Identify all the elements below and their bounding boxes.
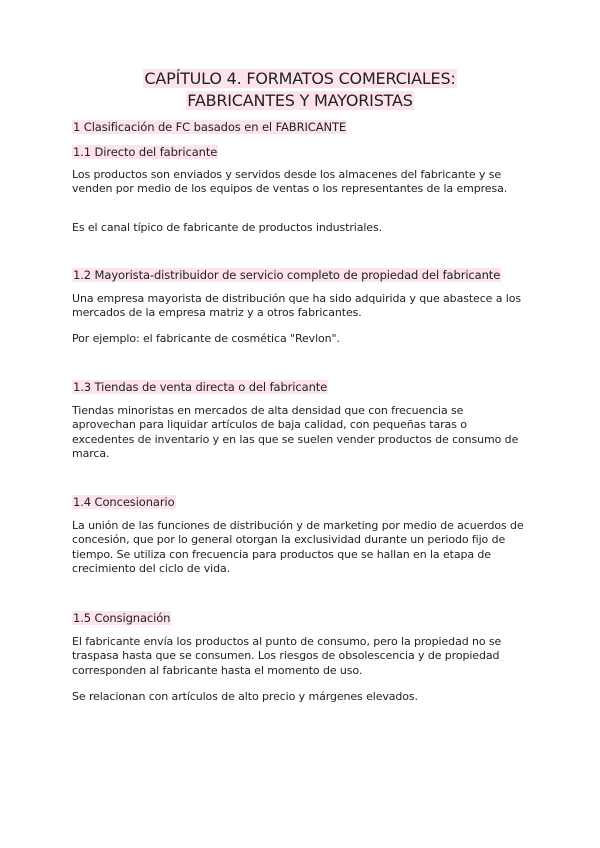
subsection-heading-1-3: 1.3 Tiendas de venta directa o del fabricante [73, 380, 328, 394]
subsection-heading-1-5: 1.5 Consignación [73, 611, 171, 625]
subsection-heading-1-1: 1.1 Directo del fabricante [73, 145, 218, 159]
paragraph-1-1-b: Es el canal típico de fabricante de productos industriales. [72, 221, 383, 234]
subsection-heading-1-2: 1.2 Mayorista-distribuidor de servicio completo de propiedad del fabricante [73, 268, 501, 282]
paragraph-1-3: Tiendas minoristas en mercados de alta densidad que con frecuencia se aprovechan para liquidar artículos de baja calidad, con pequeñas taras o excedentes de inventario y en las que se suelen vender productos de consumo de marca. [72, 404, 519, 461]
title-line-1: CAPÍTULO 4. FORMATOS COMERCIALES: [144, 69, 456, 88]
paragraph-1-5-a: El fabricante envía los productos al punto de consumo, pero la propiedad no se traspasa hasta que se consumen. Los riesgos de obsolescencia y de propiedad corresponden al fabricante hasta el momento de uso. [72, 635, 502, 677]
title-line-2: FABRICANTES Y MAYORISTAS [187, 91, 413, 110]
page-title [0, 68, 600, 112]
paragraph-1-4: La unión de las funciones de distribución y de marketing por medio de acuerdos de concesión, que por lo general otorgan la exclusividad durante un periodo fijo de tiempo. Se utiliza con frecuencia para productos que se hallan en la etapa de crecimiento del ciclo de vida. [72, 519, 524, 576]
paragraph-1-5-b: Se relacionan con artículos de alto precio y márgenes elevados. [72, 690, 418, 703]
paragraph-1-1-a: Los productos son enviados y servidos desde los almacenes del fabricante y se venden por medio de los equipos de ventas o los representantes de la empresa. [72, 168, 508, 196]
section-heading-1: 1 Clasificación de FC basados en el FABRICANTE [73, 120, 347, 134]
paragraph-1-2-b: Por ejemplo: el fabricante de cosmética "Revlon". [72, 332, 340, 345]
paragraph-1-2-a: Una empresa mayorista de distribución que ha sido adquirida y que abastece a los mercados de la empresa matriz y a otros fabricantes. [72, 292, 521, 320]
subsection-heading-1-4: 1.4 Concesionario [73, 495, 175, 509]
